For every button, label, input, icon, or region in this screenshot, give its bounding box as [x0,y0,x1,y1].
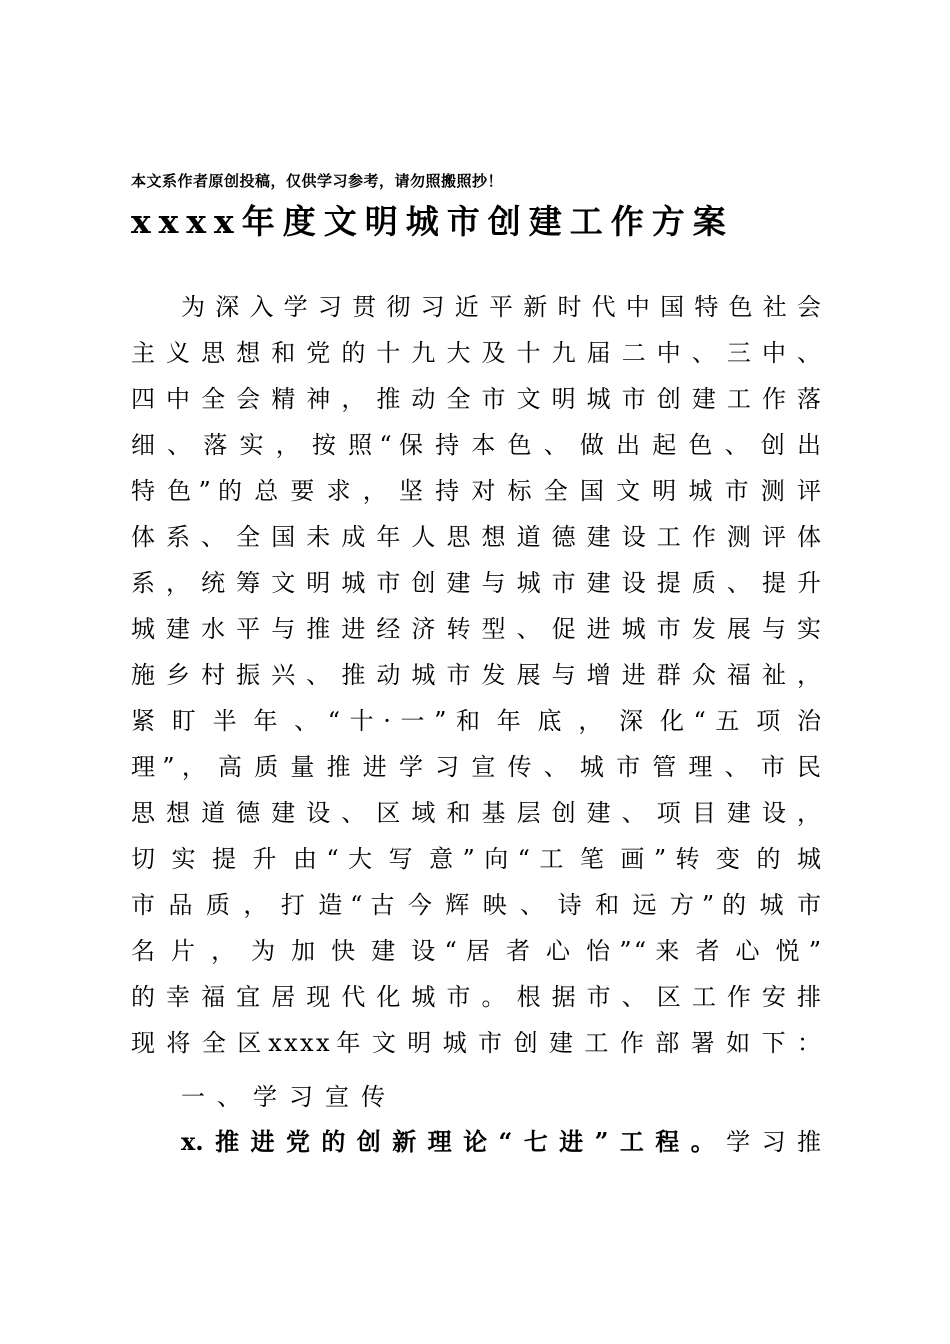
paragraph-line: 施 乡 村 振 兴 、 推 动 城 市 发 展 与 增 进 群 众 福 祉 ， [131,661,821,689]
paragraph-line: 的 幸 福 宜 居 现 代 化 城 市 。 根 据 市 、 区 工 作 安 排 [131,983,821,1011]
paragraph-line: 理 ” ， 高 质 量 推 进 学 习 宣 传 、 城 市 管 理 、 市 民 [131,753,821,781]
paragraph-line: 体 系 、 全 国 未 成 年 人 思 想 道 德 建 设 工 作 测 评 体 [131,523,821,551]
copyright-notice: 本文系作者原创投稿，仅供学习参考，请勿照搬照抄！ [131,172,504,190]
document-title: xxxx年度文明城市创建工作方案 [131,202,734,241]
paragraph-line: 切 实 提 升 由 “ 大 写 意 ” 向 “ 工 笔 画 ” 转 变 的 城 [131,845,821,873]
paragraph-line: 名 片 ， 为 加 快 建 设 “ 居 者 心 怡 ” “ 来 者 心 悦 ” [131,937,821,965]
paragraph-line: 四 中 全 会 精 神 ， 推 动 全 市 文 明 城 市 创 建 工 作 落 [131,385,821,413]
paragraph-line: 主 义 思 想 和 党 的 十 九 大 及 十 九 届 二 中 、 三 中 、 [131,339,821,367]
subsection-text: 学习推 [726,1128,821,1156]
paragraph-line: 城 建 水 平 与 推 进 经 济 转 型 、 促 进 城 市 发 展 与 实 [131,615,821,643]
paragraph-line: 紧 盯 半 年 、 “ 十 · 一 ” 和 年 底 ， 深 化 “ 五 项 治 [131,707,821,735]
section-heading: 一、学习宣传 [181,1083,397,1111]
paragraph-line: 细 、 落 实 ， 按 照 “ 保 持 本 色 、 做 出 起 色 、 创 出 [131,431,821,459]
paragraph-line: 思 想 道 德 建 设 、 区 域 和 基 层 创 建 、 项 目 建 设 ， [131,799,821,827]
paragraph-line: 特 色 ” 的 总 要 求 ， 坚 持 对 标 全 国 文 明 城 市 测 评 [131,477,821,505]
subsection-title: x.推进党的创新理论“七进”工程。 [181,1127,727,1156]
paragraph-line: 系 ， 统 筹 文 明 城 市 创 建 与 城 市 建 设 提 质 、 提 升 [131,569,821,597]
subsection-line [181,1125,821,1159]
paragraph-line: 市 品 质 ， 打 造 “ 古 今 辉 映 、 诗 和 远 方 ” 的 城 市 [131,891,821,919]
paragraph-line: 现 将 全 区 x x x x 年 文 明 城 市 创 建 工 作 部 署 如 下 ： [131,1029,821,1057]
paragraph-line: 为 深 入 学 习 贯 彻 习 近 平 新 时 代 中 国 特 色 社 会 [181,293,821,321]
